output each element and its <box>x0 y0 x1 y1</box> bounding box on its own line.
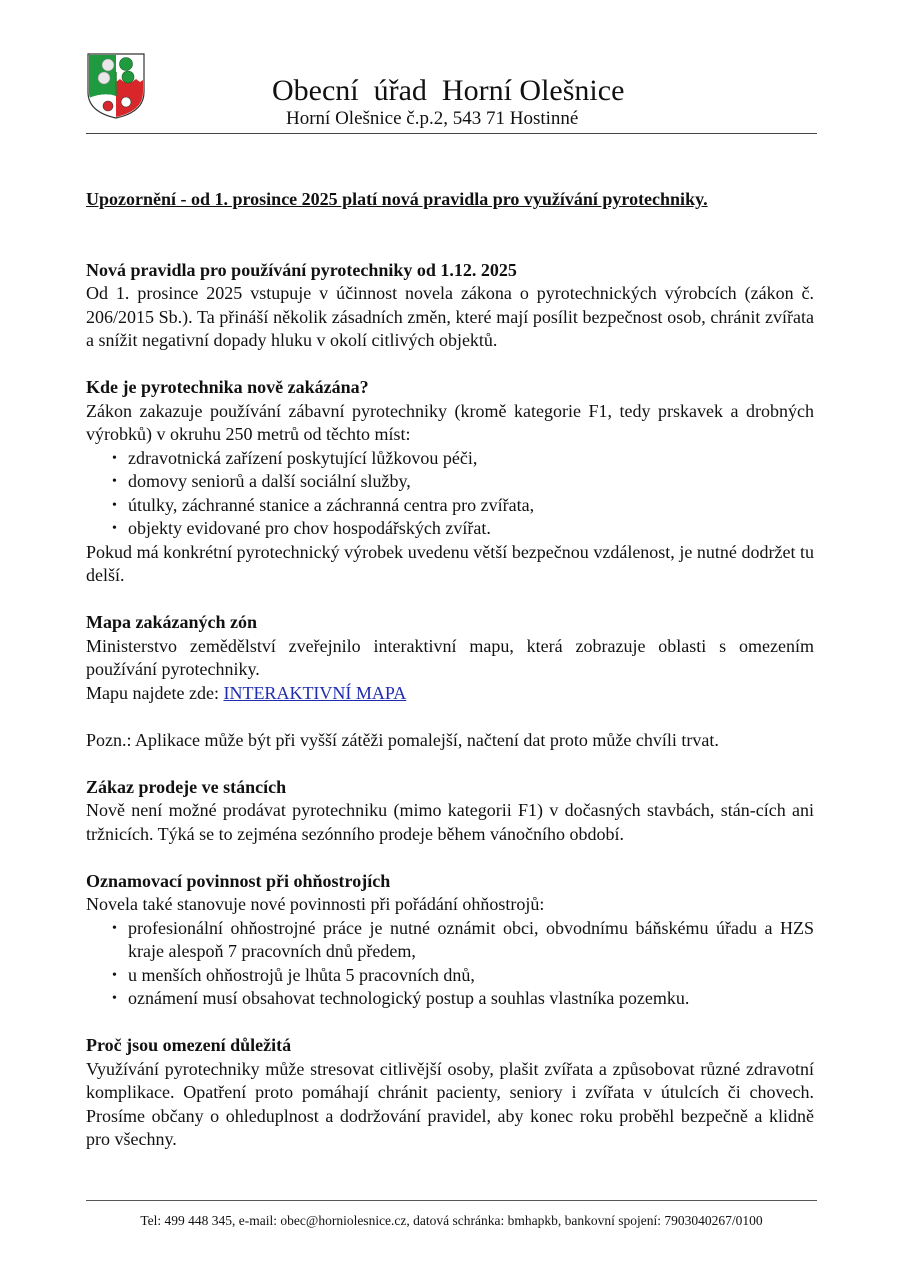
letterhead <box>86 52 816 134</box>
section-heading: Zákaz prodeje ve stáncích <box>86 776 287 797</box>
section-paragraph: Od 1. prosince 2025 vstupuje v účinnost novela zákona o pyrotechnických výrobcích (zákon č. 206/2015 Sb.). Ta přináší několik zásadních změn, které mají posílit bezpečnost osob, chránit zvířata a snížit negativní dopady hluku v okolí citlivých objektů. <box>86 283 814 350</box>
header-divider <box>86 133 817 134</box>
map-prefix: Mapu najdete zde: <box>86 682 224 703</box>
section-map <box>86 611 814 752</box>
section-heading: Oznamovací povinnost při ohňostrojích <box>86 870 391 891</box>
section-new-rules <box>86 259 814 353</box>
section-why-important <box>86 1034 814 1152</box>
interactive-map-link[interactable]: INTERAKTIVNÍ MAPA <box>223 682 407 703</box>
organization-name: Obecní úřad Horní Olešnice <box>272 74 625 107</box>
prohibited-places-list <box>86 447 814 541</box>
list-item: • oznámení musí obsahovat technologický postup a souhlas vlastníka pozemku. <box>86 987 814 1011</box>
document-body <box>86 188 814 1152</box>
section-paragraph: Zákon zakazuje používání zábavní pyrotechniky (kromě kategorie F1, tedy prskavek a drobných výrobků) v okruhu 250 metrů od těchto míst: <box>86 400 814 444</box>
notice-title: Upozornění - od 1. prosince 2025 platí nová pravidla pro využívání pyrotechniky. <box>86 189 708 209</box>
section-fireworks-notification <box>86 870 814 1011</box>
list-item: • útulky, záchranné stanice a záchranná centra pro zvířata, <box>86 494 814 518</box>
section-heading: Mapa zakázaných zón <box>86 612 257 632</box>
section-heading: Nová pravidla pro používání pyrotechniky od 1.12. 2025 <box>86 259 517 280</box>
coat-of-arms-icon <box>86 52 146 120</box>
footer-contact: Tel: 499 448 345, e-mail: obec@horniolesnice.cz, datová schránka: bmhapkb, bankovní spojení: 7903040267/0100 <box>140 1213 763 1228</box>
section-paragraph-after: Pokud má konkrétní pyrotechnický výrobek uvedenu větší bezpečnou vzdálenost, je nutné dodržet tu delší. <box>86 541 814 585</box>
obligations-list <box>86 917 814 1011</box>
footer-divider <box>86 1200 817 1201</box>
section-paragraph: Nově není možné prodávat pyrotechniku (mimo kategorii F1) v dočasných stavbách, stán-cích ani tržnicích. Týká se to zejména sezónního prodeje během vánočního období. <box>86 800 814 844</box>
list-item: • domovy seniorů a další sociální služby, <box>86 470 814 494</box>
section-paragraph: Ministerstvo zemědělství zveřejnilo interaktivní mapu, která zobrazuje oblasti s omezením používání pyrotechniky. <box>86 635 814 679</box>
organization-address: Horní Olešnice č.p.2, 543 71 Hostinné <box>286 108 579 129</box>
section-heading: Kde je pyrotechnika nově zakázána? <box>86 377 369 397</box>
section-stall-sales-ban <box>86 776 814 847</box>
list-item: • profesionální ohňostrojné práce je nutné oznámit obci, obvodnímu báňskému úřadu a HZS kraje alespoň 7 pracovních dnů předem, <box>86 917 814 964</box>
list-item: • u menších ohňostrojů je lhůta 5 pracovních dnů, <box>86 964 814 988</box>
section-paragraph: Využívání pyrotechniky může stresovat citlivější osoby, plašit zvířata a způsobovat různé zdravotní komplikace. Opatření proto pomáhají chránit pacienty, seniory i zvířata v útulcích či chovech. Prosíme občany o ohleduplnost a dodržování pravidel, aby konec roku proběhl bezpečně a klidně pro všechny. <box>86 1058 814 1149</box>
map-note: Pozn.: Aplikace může být při vyšší zátěži pomalejší, načtení dat proto může chvíli trvat. <box>86 729 719 750</box>
section-prohibited-places <box>86 376 814 588</box>
section-paragraph: Novela také stanovuje nové povinnosti při pořádání ohňostrojů: <box>86 894 545 914</box>
list-item: • objekty evidované pro chov hospodářských zvířat. <box>86 517 814 541</box>
list-item: • zdravotnická zařízení poskytující lůžkovou péči, <box>86 447 814 471</box>
section-heading: Proč jsou omezení důležitá <box>86 1035 292 1055</box>
map-line <box>86 682 814 706</box>
